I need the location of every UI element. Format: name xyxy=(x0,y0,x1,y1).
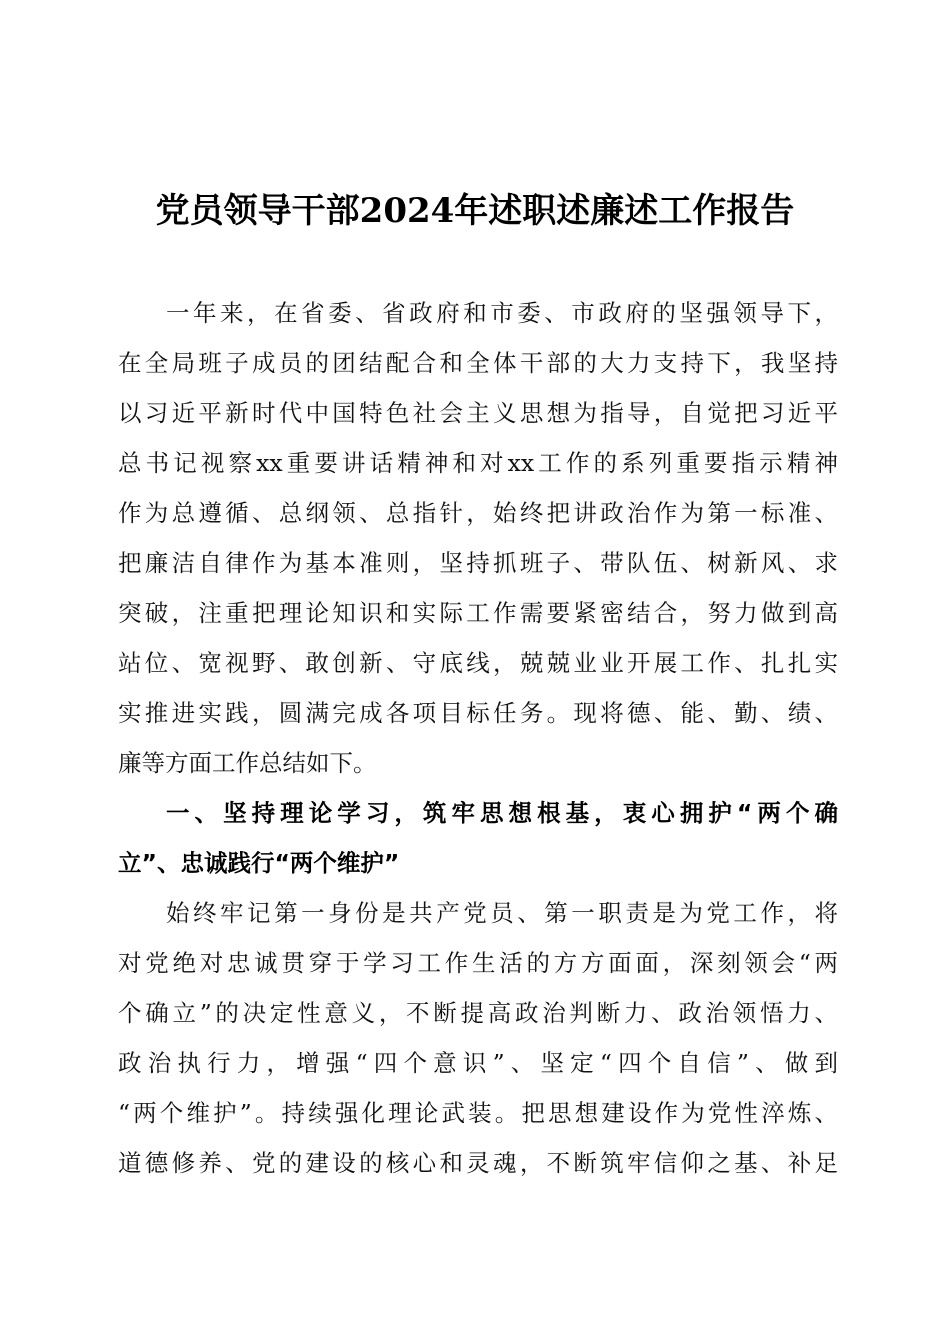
paragraph-line: 总书记视察xx重要讲话精神和对xx工作的系列重要指示精神 xyxy=(118,449,838,477)
paragraph-line: 在全局班子成员的团结配合和全体干部的大力支持下，我坚持 xyxy=(118,349,838,377)
paragraph-line: 把廉洁自律作为基本准则，坚持抓班子、带队伍、树新风、求 xyxy=(118,549,838,577)
paragraph-line: 道德修养、党的建设的核心和灵魂，不断筑牢信仰之基、补足 xyxy=(118,1149,838,1177)
paragraph-line: 实推进实践，圆满完成各项目标任务。现将德、能、勤、绩、 xyxy=(118,699,838,727)
paragraph-line: 站位、宽视野、敢创新、守底线，兢兢业业开展工作、扎扎实 xyxy=(118,649,838,677)
paragraph-line: 个确立”的决定性意义，不断提高政治判断力、政治领悟力、 xyxy=(118,999,838,1027)
paragraph-line: 廉等方面工作总结如下。 xyxy=(118,749,377,777)
document-title: 党员领导干部2024年述职述廉述工作报告 xyxy=(155,191,795,231)
paragraph-line: 政治执行力，增强“四个意识”、坚定“四个自信”、做到 xyxy=(118,1049,838,1077)
paragraph-line: “两个维护”。持续强化理论武装。把思想建设作为党性淬炼、 xyxy=(118,1099,838,1127)
paragraph-line: 以习近平新时代中国特色社会主义思想为指导，自觉把习近平 xyxy=(118,399,838,427)
paragraph-line: 突破，注重把理论知识和实际工作需要紧密结合，努力做到高 xyxy=(118,599,838,627)
paragraph-line: 作为总遵循、总纲领、总指针，始终把讲政治作为第一标准、 xyxy=(118,499,838,527)
paragraph-line: 始终牢记第一身份是共产党员、第一职责是为党工作，将 xyxy=(166,899,838,927)
paragraph-line: 对党绝对忠诚贯穿于学习工作生活的方方面面，深刻领会“两 xyxy=(118,949,838,977)
section-heading-line: 一、坚持理论学习，筑牢思想根基，衷心拥护“两个确 xyxy=(166,799,838,827)
paragraph-line: 一年来，在省委、省政府和市委、市政府的坚强领导下， xyxy=(166,299,838,327)
section-heading-line: 立”、忠诚践行“两个维护” xyxy=(118,849,400,877)
